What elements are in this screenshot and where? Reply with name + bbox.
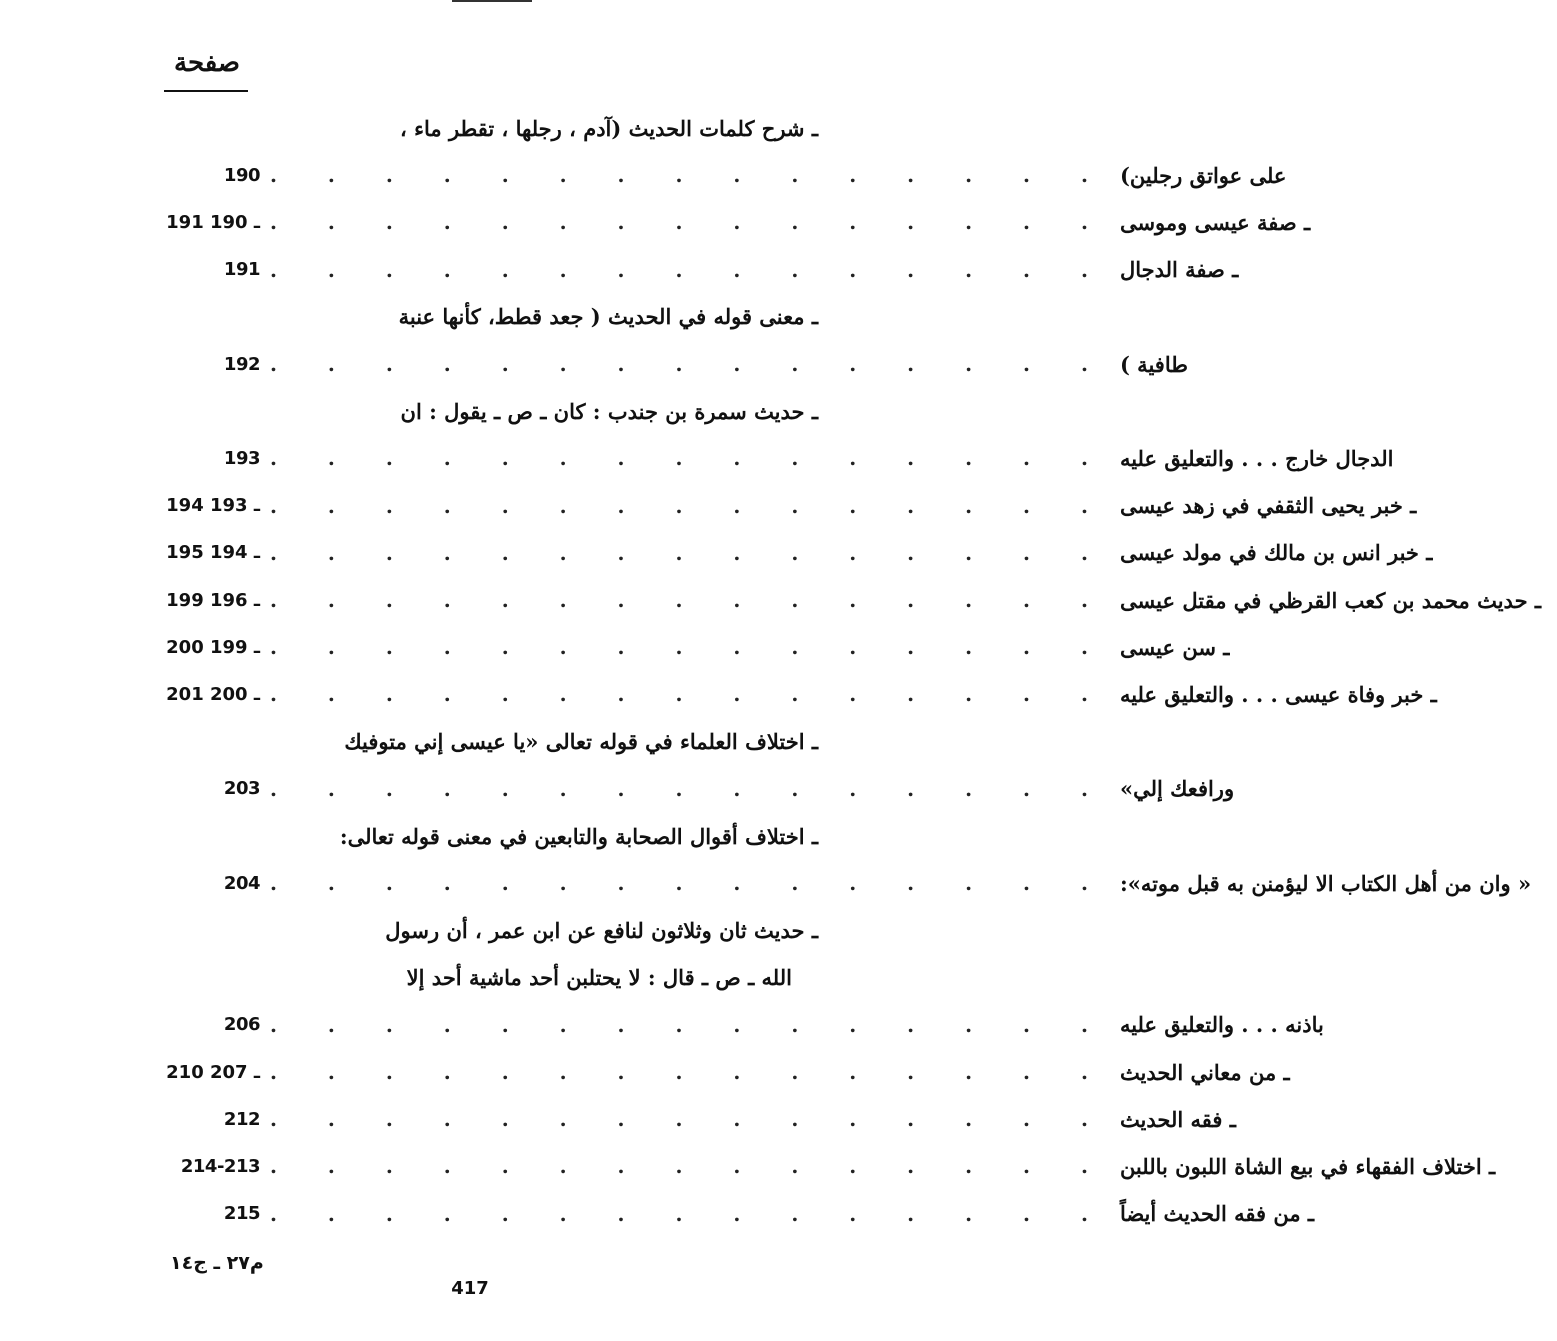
- toc-entry-title: ـ فقه الحديث: [1119, 1106, 1236, 1132]
- toc-entry-body: [260, 871, 1557, 896]
- top-rule: [452, 0, 532, 5]
- toc-page-number: 195 ـ 194: [166, 542, 260, 564]
- dot-leader: . . . . . . . . . . . . . . .: [270, 493, 1110, 518]
- toc-entry-body: [260, 493, 1416, 518]
- dot-leader: . . . . . . . . . . . . . . .: [270, 1154, 1110, 1179]
- toc-entry: [150, 625, 1230, 669]
- toc-entry-title: « وان من أهل الكتاب الا ليؤمنن به قبل موته»:: [1119, 870, 1532, 896]
- toc-entry-title: ـ سن عيسى: [1119, 634, 1230, 660]
- toc-entry: [150, 200, 1311, 244]
- toc-entry-title: ـ اختلاف العلماء في قوله تعالى «يا عيسى إني متوفيك: [344, 729, 818, 755]
- toc-entry: [150, 1144, 1496, 1188]
- toc-entry: [150, 1050, 1290, 1094]
- toc-entry-title: ـ معنى قوله في الحديث ( جعد قطط، كأنها عنبة: [398, 304, 818, 330]
- toc-entry-body: [260, 1201, 1314, 1226]
- toc-entry-title: ـ حديث ثان وثلاثون لنافع عن ابن عمر ، أن رسول: [385, 917, 818, 943]
- toc-entry-title: ـ حديث محمد بن كعب القرظي في مقتل عيسى: [1119, 587, 1542, 613]
- dot-leader: . . . . . . . . . . . . . . .: [270, 1107, 1110, 1132]
- toc-page-number: 215: [223, 1203, 260, 1225]
- toc-entry-body: [260, 257, 1238, 282]
- toc-page-number: 192: [223, 353, 260, 375]
- toc-entry: [150, 767, 1235, 811]
- toc-entry: [150, 1097, 1236, 1141]
- toc-entry-title: ـ صفة عيسى وموسى: [1119, 209, 1311, 235]
- toc-entry-body: [260, 635, 1229, 660]
- toc-entry: [150, 578, 1542, 622]
- dot-leader: . . . . . . . . . . . . . . .: [270, 1012, 1110, 1037]
- toc-entry: [150, 436, 1394, 480]
- toc-entry-body: [260, 163, 1312, 188]
- toc-entry-title: ـ حديث سمرة بن جندب : كان ـ ص ـ يقول : ان: [400, 398, 818, 424]
- dot-leader: . . . . . . . . . . . . . . .: [270, 352, 1110, 376]
- toc-entry-title: ـ خبر انس بن مالك في مولد عيسى: [1119, 540, 1433, 566]
- toc-entry-title: ـ صفة الدجال: [1119, 257, 1239, 283]
- toc-entry: [150, 295, 818, 339]
- toc-page-number: 199 ـ 196: [166, 589, 260, 611]
- toc-entry: [150, 484, 1417, 528]
- dot-leader: . . . . . . . . . . . . . . .: [270, 871, 1110, 896]
- toc-page-number: 201 ـ 200: [166, 683, 260, 705]
- toc-entry-body: [260, 446, 1419, 471]
- toc-entry-title: ـ اختلاف أقوال الصحابة والتابعين في معنى قوله تعالى:: [339, 823, 818, 849]
- dot-leader: . . . . . . . . . . . . . . .: [270, 682, 1110, 707]
- toc-entry-body: [260, 588, 1541, 613]
- toc-entry-title: ـ شرح كلمات الحديث (آدم ، رجلها ، تقطر ماء ،: [400, 115, 818, 141]
- toc-entry-body: [260, 965, 818, 990]
- dot-leader: . . . . . . . . . . . . . . .: [270, 540, 1110, 565]
- toc-entry: [150, 389, 818, 433]
- printer-signature: م٢٧ ـ ج١٤: [170, 1252, 264, 1274]
- toc-page-number: 194 ـ 193: [166, 495, 260, 517]
- dot-leader: . . . . . . . . . . . . . . .: [270, 163, 1110, 188]
- toc-entry-body: [260, 399, 818, 424]
- toc-entry-title: ـ اختلاف الفقهاء في بيع الشاة اللبون باللبن: [1119, 1153, 1496, 1179]
- dot-leader: . . . . . . . . . . . . . . .: [270, 1201, 1110, 1226]
- toc-entry: [150, 861, 1532, 905]
- toc-entry-title: ورافعك إلي»: [1119, 776, 1235, 802]
- toc-entry: [150, 956, 818, 1000]
- toc-entry: [150, 342, 1188, 386]
- dot-leader: . . . . . . . . . . . . . . .: [270, 210, 1110, 235]
- page-number: 417: [451, 1278, 489, 1299]
- toc-entry-body: [260, 304, 818, 329]
- heading-underline: [164, 90, 248, 92]
- toc-entry-title: ـ خبر وفاة عيسى . . . والتعليق عليه: [1119, 681, 1437, 707]
- dot-leader: . . . . . . . . . . . . . . .: [270, 635, 1110, 660]
- toc-page-number: 203: [223, 778, 260, 800]
- toc-entry-body: [260, 540, 1432, 565]
- toc-entry-body: [260, 824, 818, 849]
- toc-entry: [150, 106, 818, 150]
- toc-entry-title: الله ـ ص ـ قال : لا يحتلبن أحد ماشية أحد إلا: [406, 965, 792, 991]
- toc-entry: [150, 672, 1437, 716]
- toc-entry-title: باذنه . . . والتعليق عليه: [1119, 1012, 1324, 1038]
- toc-entry-title: على عواتق رجلين): [1119, 162, 1287, 188]
- page-column-heading: صفحة: [174, 48, 240, 78]
- toc-entry: [150, 531, 1433, 575]
- dot-leader: . . . . . . . . . . . . . . .: [270, 1060, 1110, 1084]
- toc-entry-body: [260, 210, 1310, 235]
- toc-entry: [150, 720, 818, 764]
- toc-entry-body: [260, 116, 818, 141]
- toc-entry: [150, 908, 818, 952]
- toc-entry: [150, 248, 1239, 292]
- toc-entry: [150, 1192, 1315, 1236]
- dot-leader: . . . . . . . . . . . . . . .: [270, 257, 1110, 282]
- toc-entry-body: [260, 1012, 1350, 1037]
- toc-page-number: 191: [223, 259, 260, 281]
- dot-leader: . . . . . . . . . . . . . . .: [270, 588, 1110, 612]
- toc-entry-title: الدجال خارج . . . والتعليق عليه: [1119, 445, 1394, 471]
- toc-entry-body: [260, 1060, 1290, 1085]
- toc-entry-body: [260, 352, 1214, 377]
- toc-entry-body: [260, 1107, 1236, 1132]
- toc-entry-title: طافية ): [1119, 351, 1188, 377]
- toc-entry-body: [260, 729, 818, 754]
- toc-entry: [150, 153, 1287, 197]
- toc-entry-body: [260, 682, 1437, 707]
- toc-page-number: 190: [223, 164, 260, 186]
- toc-page-number: 200 ـ 199: [166, 636, 260, 658]
- toc-entry: [150, 1003, 1324, 1047]
- dot-leader: . . . . . . . . . . . . . . .: [270, 776, 1110, 801]
- toc-entry-title: ـ من معاني الحديث: [1119, 1059, 1290, 1085]
- toc-page-number: 214-213: [180, 1155, 260, 1177]
- dot-leader: . . . . . . . . . . . . . . .: [270, 446, 1110, 471]
- toc-page-number: 212: [223, 1108, 260, 1130]
- toc-page-number: 191 ـ 190: [166, 211, 260, 233]
- toc-page-number: 206: [223, 1014, 260, 1036]
- toc-entry-body: [260, 1154, 1495, 1179]
- toc-entry-title: ـ خبر يحيى الثقفي في زهد عيسى: [1119, 493, 1417, 519]
- toc-entry-body: [260, 918, 818, 943]
- toc-page-number: 210 ـ 207: [166, 1061, 260, 1083]
- toc-entry: [150, 814, 818, 858]
- toc-page-number: 204: [223, 872, 260, 894]
- toc-entry-title: ـ من فقه الحديث أيضاً: [1119, 1201, 1315, 1227]
- toc-entry-body: [260, 776, 1260, 801]
- toc-page-number: 193: [223, 447, 260, 469]
